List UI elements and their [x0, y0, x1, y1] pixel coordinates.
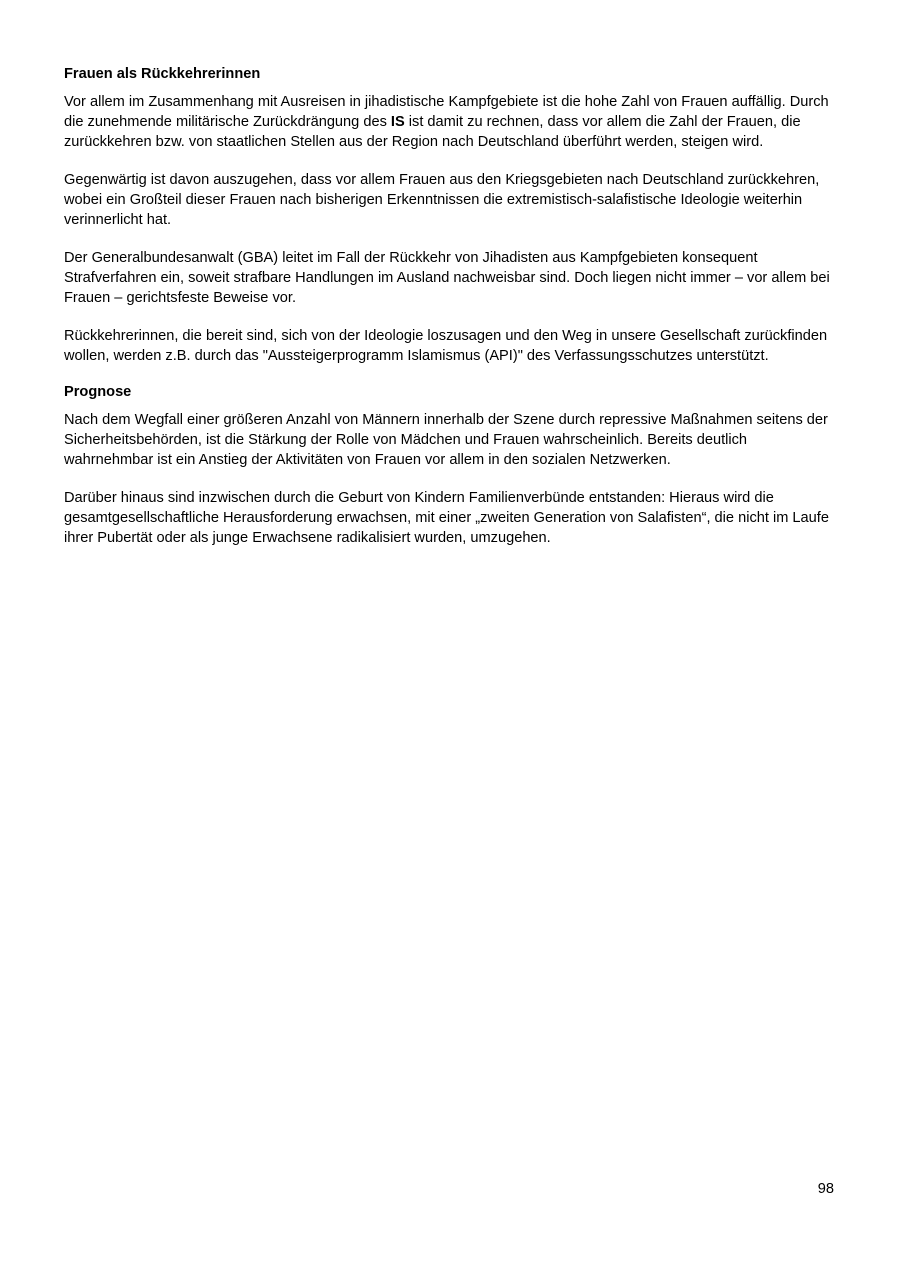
paragraph-3: Der Generalbundesanwalt (GBA) leitet im Fall der Rückkehr von Jihadisten aus Kampfgebieten konsequent Strafverfahren ein, soweit strafbare Handlungen im Ausland nachweisbar sind. Doch liegen nicht immer – vor allem bei Frauen – gerichtsfeste Beweise vor. — [64, 250, 830, 306]
paragraph-1-text-after: ist damit zu rechnen, dass vor allem die Zahl der Frauen, die zurückkehren bzw. von staatlichen Stellen aus der Region nach Deutschland überführt werden, steigen wird. — [64, 114, 801, 150]
paragraph-6: Darüber hinaus sind inzwischen durch die Geburt von Kindern Familienverbünde entstanden: Hieraus wird die gesamtgesellschaftliche Herausforderung erwachsen, mit einer „zweiten Generation von Salafisten“, die nicht im Laufe ihrer Pubertät oder als junge Erwachsene radikalisiert wurden, umzugehen. — [64, 490, 829, 546]
paragraph-2: Gegenwärtig ist davon auszugehen, dass vor allem Frauen aus den Kriegsgebieten nach Deutschland zurückkehren, wobei ein Großteil dieser Frauen nach bisherigen Erkenntnissen die extremistisch-salafistische Ideologie weiterhin verinnerlicht hat. — [64, 172, 820, 228]
document-page — [64, 64, 836, 566]
paragraph-1 — [64, 92, 836, 152]
paragraph-1-bold-term: IS — [390, 114, 405, 130]
section-heading-rueckkehrerinnen: Frauen als Rückkehrerinnen — [64, 66, 261, 82]
section-heading-prognose: Prognose — [64, 384, 132, 400]
paragraph-4: Rückkehrerinnen, die bereit sind, sich von der Ideologie loszusagen und den Weg in unsere Gesellschaft zurückfinden wollen, werden z.B. durch das "Aussteigerprogramm Islamismus (API)" des Verfassungsschutzes unterstützt. — [64, 328, 828, 364]
paragraph-1-text-before: Vor allem im Zusammenhang mit Ausreisen in jihadistische Kampfgebiete ist die hohe Zahl von Frauen auffällig. Durch die zunehmende militärische Zurückdrängung des — [64, 94, 829, 130]
page-number: 98 — [817, 1181, 834, 1197]
paragraph-5: Nach dem Wegfall einer größeren Anzahl von Männern innerhalb der Szene durch repressive Maßnahmen seitens der Sicherheitsbehörden, ist die Stärkung der Rolle von Mädchen und Frauen wahrscheinlich. Bereits deutlich wahrnehmbar ist ein Anstieg der Aktivitäten von Frauen vor allem in den sozialen Netzwerken. — [64, 412, 828, 468]
